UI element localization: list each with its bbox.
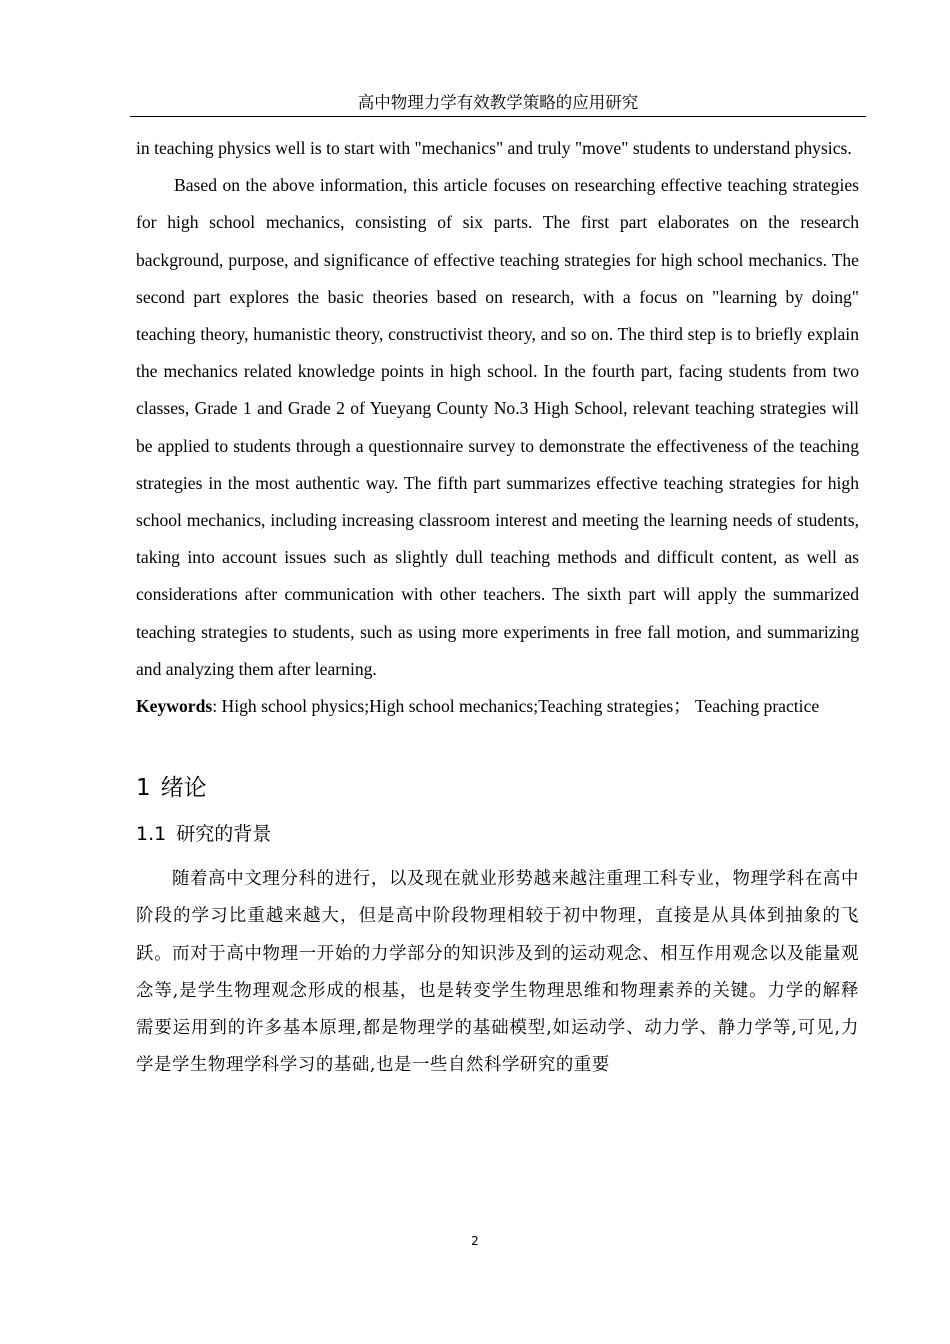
section-title: 绪论 xyxy=(160,775,207,802)
keywords-line xyxy=(136,688,859,725)
abstract-paragraph-main: Based on the above information, this article focuses on researching effective teaching strategies for high school mechanics, consisting of six parts. The first part elaborates on the research background, purpose, and significance of effective teaching strategies for high school mechanics. The second part explores the basic theories based on research, with a focus on "learning by doing" teaching theory, humanistic theory, constructivist theory, and so on. The third step is to briefly explain the mechanics related knowledge points in high school. In the fourth part, facing students from two classes, Grade 1 and Grade 2 of Yueyang County No.3 High School, relevant teaching strategies will be applied to students through a questionnaire survey to demonstrate the effectiveness of the teaching strategies in the most authentic way. The fifth part summarizes effective teaching strategies for high school mechanics, including increasing classroom interest and meeting the learning needs of students, taking into account issues such as slightly dull teaching methods and difficult content, as well as considerations after communication with other teachers. The sixth part will apply the summarized teaching strategies to students, such as using more experiments in free fall motion, and summarizing and analyzing them after learning. xyxy=(136,175,859,679)
keywords-text: : High school physics;High school mechanics;Teaching strategies； Teaching practice xyxy=(212,696,820,717)
background-paragraph: 随着高中文理分科的进行，以及现在就业形势越来越注重理工科专业，物理学科在高中阶段的学习比重越来越大，但是高中阶段物理相较于初中物理，直接是从具体到抽象的飞跃。而对于高中物理一开始的力学部分的知识涉及到的运动观念、相互作用观念以及能量观念等,是学生物理观念形成的根基，也是转变学生物理思维和物理素养的关键。力学的解释需要运用到的许多基本原理,都是物理学的基础模型,如运动学、动力学、静力学等,可见,力学是学生物理学科学习的基础,也是一些自然科学研究的重要 xyxy=(136,869,859,1076)
section-heading-1 xyxy=(136,771,859,805)
page-body xyxy=(136,130,859,1084)
subsection-title: 研究的背景 xyxy=(176,823,272,846)
subsection-heading-1-1 xyxy=(136,817,859,851)
abstract-paragraph-continued: in teaching physics well is to start with "mechanics" and truly "move" students to understand physics. xyxy=(136,138,852,158)
page-number: 2 xyxy=(471,1234,479,1248)
subsection-number: 1.1 xyxy=(136,823,167,846)
section-number: 1 xyxy=(136,775,151,802)
running-header: 高中物理力学有效教学策略的应用研究 xyxy=(130,92,866,117)
keywords-label: Keywords xyxy=(136,696,213,717)
